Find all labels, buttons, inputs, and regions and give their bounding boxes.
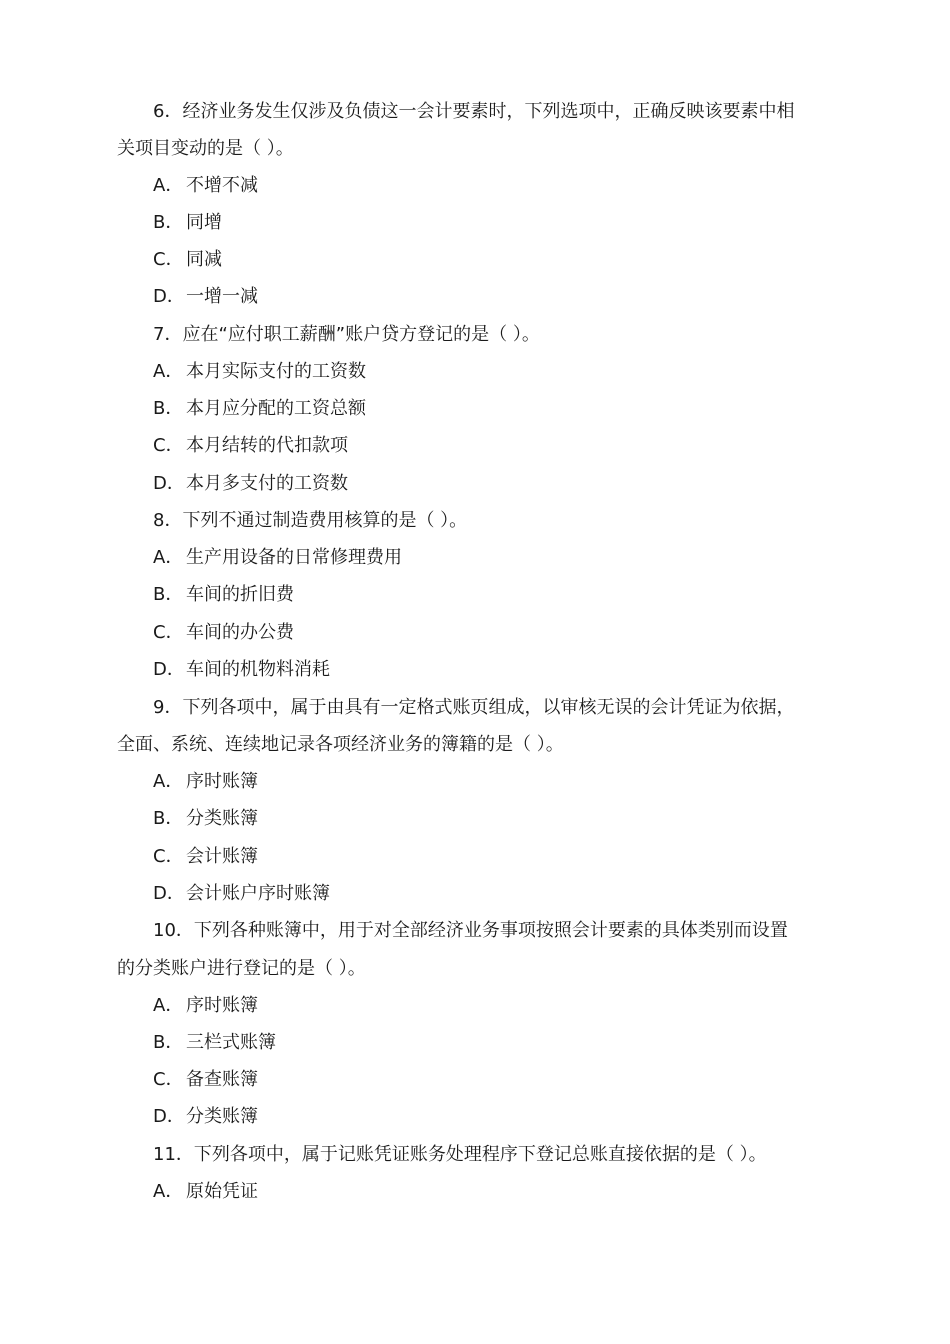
option-letter: B． — [153, 1032, 184, 1053]
question-9-line-1: 9．下列各项中，属于由具有一定格式账页组成，以审核无误的会计凭证为依据， — [153, 697, 795, 718]
option-text: 车间的机物料消耗 — [186, 659, 330, 680]
question-9-option-a — [153, 763, 258, 800]
option-letter: D． — [153, 659, 185, 680]
option-text: 会计账户序时账簿 — [186, 883, 330, 904]
option-text: 本月多支付的工资数 — [186, 473, 348, 494]
question-7-option-d — [153, 465, 348, 502]
option-letter: A． — [153, 175, 184, 196]
option-letter: C． — [153, 622, 184, 643]
question-10-option-b — [153, 1024, 276, 1061]
question-7-option-b — [153, 390, 366, 427]
question-6-option-c — [153, 241, 222, 278]
option-text: 会计账簿 — [186, 846, 258, 867]
question-8-option-a — [153, 539, 402, 576]
option-text: 分类账簿 — [186, 808, 258, 829]
option-text: 序时账簿 — [186, 771, 258, 792]
option-text: 不增不减 — [186, 175, 258, 196]
option-text: 车间的办公费 — [186, 622, 294, 643]
option-letter: A． — [153, 771, 184, 792]
question-7-option-c — [153, 427, 348, 464]
option-letter: A． — [153, 361, 184, 382]
question-9-option-b — [153, 800, 258, 837]
option-text: 车间的折旧费 — [186, 584, 294, 605]
option-letter: B． — [153, 808, 184, 829]
question-11-option-a — [153, 1173, 258, 1210]
option-letter: B． — [153, 584, 184, 605]
question-10-line-2: 的分类账户进行登记的是（ ）。 — [117, 958, 366, 979]
question-7-option-a — [153, 353, 366, 390]
question-10-option-d — [153, 1098, 258, 1135]
option-letter: D． — [153, 473, 185, 494]
option-text: 本月应分配的工资总额 — [186, 398, 366, 419]
option-text: 原始凭证 — [186, 1181, 258, 1202]
question-11-line-1: 11．下列各项中，属于记账凭证账务处理程序下登记总账直接依据的是（ ）。 — [153, 1144, 767, 1165]
option-letter: A． — [153, 1181, 184, 1202]
option-letter: D． — [153, 1106, 185, 1127]
question-10-option-a — [153, 987, 258, 1024]
option-letter: B． — [153, 398, 184, 419]
option-text: 本月结转的代扣款项 — [186, 435, 348, 456]
question-10-line-1: 10．下列各种账簿中，用于对全部经济业务事项按照会计要素的具体类别而设置 — [153, 920, 788, 941]
question-9-line-2: 全面、系统、连续地记录各项经济业务的簿籍的是（ ）。 — [117, 734, 564, 755]
option-text: 备查账簿 — [186, 1069, 258, 1090]
option-letter: C． — [153, 249, 184, 270]
option-letter: A． — [153, 995, 184, 1016]
option-letter: C． — [153, 846, 184, 867]
option-text: 生产用设备的日常修理费用 — [186, 547, 402, 568]
question-10-option-c — [153, 1061, 258, 1098]
question-6-line-1: 6．经济业务发生仅涉及负债这一会计要素时，下列选项中，正确反映该要素中相 — [153, 101, 795, 122]
option-text: 三栏式账簿 — [186, 1032, 276, 1053]
option-text: 序时账簿 — [186, 995, 258, 1016]
option-letter: D． — [153, 883, 185, 904]
question-8-option-d — [153, 651, 330, 688]
question-6-option-a — [153, 167, 258, 204]
option-letter: D． — [153, 286, 185, 307]
question-8-line-1: 8．下列不通过制造费用核算的是（ ）。 — [153, 510, 468, 531]
question-6-line-2: 关项目变动的是（ ）。 — [117, 138, 294, 159]
option-letter: B． — [153, 212, 184, 233]
question-6-option-d — [153, 278, 258, 315]
option-letter: C． — [153, 1069, 184, 1090]
question-9-option-d — [153, 875, 330, 912]
option-text: 本月实际支付的工资数 — [186, 361, 366, 382]
question-8-option-c — [153, 614, 294, 651]
option-text: 一增一减 — [186, 286, 258, 307]
option-text: 分类账簿 — [186, 1106, 258, 1127]
option-letter: C． — [153, 435, 184, 456]
question-7-line-1: 7．应在“应付职工薪酬”账户贷方登记的是（ ）。 — [153, 324, 540, 345]
option-text: 同增 — [186, 212, 222, 233]
question-6-option-b — [153, 204, 222, 241]
option-text: 同减 — [186, 249, 222, 270]
option-letter: A． — [153, 547, 184, 568]
question-8-option-b — [153, 576, 294, 613]
question-9-option-c — [153, 838, 258, 875]
